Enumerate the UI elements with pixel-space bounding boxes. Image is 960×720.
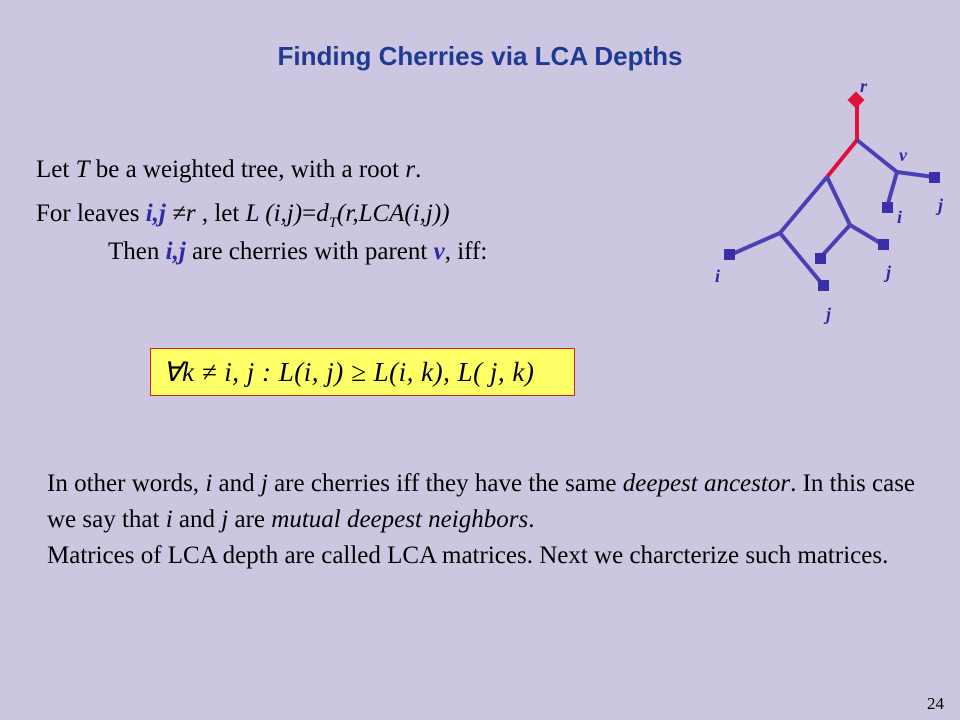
text: = [302, 200, 317, 227]
edge [827, 177, 850, 225]
text: are [228, 506, 272, 533]
text: are cherries with parent [185, 238, 434, 265]
edge [780, 177, 827, 233]
statement-line-1 [36, 156, 421, 184]
leaf-node [818, 280, 829, 291]
label-leaf-i: i [715, 266, 721, 286]
tree-root-edges [827, 101, 857, 177]
text: be a weighted tree, with a root [89, 156, 406, 183]
explanation-line-2: Matrices of LCA depth are called LCA matrices. Next we charcterize such matrices. [47, 542, 889, 569]
text: , iff: [444, 238, 488, 265]
var-T: T [75, 156, 90, 183]
label-leaf-j: j [886, 262, 892, 282]
text: In other words, [47, 470, 206, 497]
term-mutual-deepest-neighbors: mutual deepest neighbors [271, 506, 529, 533]
edge [857, 140, 897, 172]
var-ij: i,j [165, 238, 186, 265]
args: (i,j) [265, 200, 303, 227]
edge [730, 233, 780, 255]
text: . [528, 506, 535, 533]
var-ij: i,j [145, 200, 166, 227]
var-d: d [316, 200, 329, 227]
rooted-tree-diagram [700, 70, 960, 330]
leaf-node [724, 249, 735, 260]
page-number: 24 [927, 694, 944, 713]
text: and [172, 506, 222, 533]
var-v: v [433, 238, 445, 265]
text: are cherries iff they have the same [267, 470, 623, 497]
statement-line-3 [108, 238, 487, 266]
text: and [212, 470, 261, 497]
explanation-paragraph [47, 466, 917, 574]
text: , let [195, 200, 246, 227]
var-r: r [185, 200, 196, 227]
edge [897, 172, 934, 177]
neq-symbol: ≠ [165, 200, 186, 227]
explanation-line-1 [47, 466, 917, 538]
text: Then [108, 238, 166, 265]
label-leaf-i: i [897, 207, 903, 227]
var-i: i [205, 470, 213, 497]
var-j: j [260, 470, 268, 497]
text: Let [36, 156, 76, 183]
leaf-node [815, 253, 826, 264]
label-parent-v: v [899, 145, 907, 165]
leaf-node [882, 202, 893, 213]
leaf-node [878, 239, 889, 250]
edge [887, 172, 897, 207]
slide-title: Finding Cherries via LCA Depths [277, 41, 683, 71]
edge [850, 225, 882, 244]
statement-line-2 [36, 200, 450, 232]
var-r: r [405, 156, 416, 183]
var-L: L [245, 200, 266, 227]
var-j: j [221, 506, 229, 533]
text: For leaves [36, 200, 146, 227]
text: . In this case we say that [47, 470, 916, 533]
formula-box [150, 348, 575, 396]
text: . [415, 156, 422, 183]
cherry-condition-formula: ∀k ≠ i, j : L(i, j) ≥ L(i, k), L( j, k) [163, 357, 535, 387]
term-deepest-ancestor: deepest ancestor [622, 470, 791, 497]
leaf-node [929, 172, 940, 183]
subscript-T: T [328, 215, 338, 231]
label-leaf-j: j [938, 195, 944, 215]
label-leaf-j: j [826, 304, 832, 324]
root-edge [827, 140, 857, 177]
label-root-r: r [860, 76, 868, 96]
tree-labels [715, 76, 944, 324]
var-i: i [165, 506, 173, 533]
lca-expr: (r,LCA(i,j)) [337, 200, 450, 227]
